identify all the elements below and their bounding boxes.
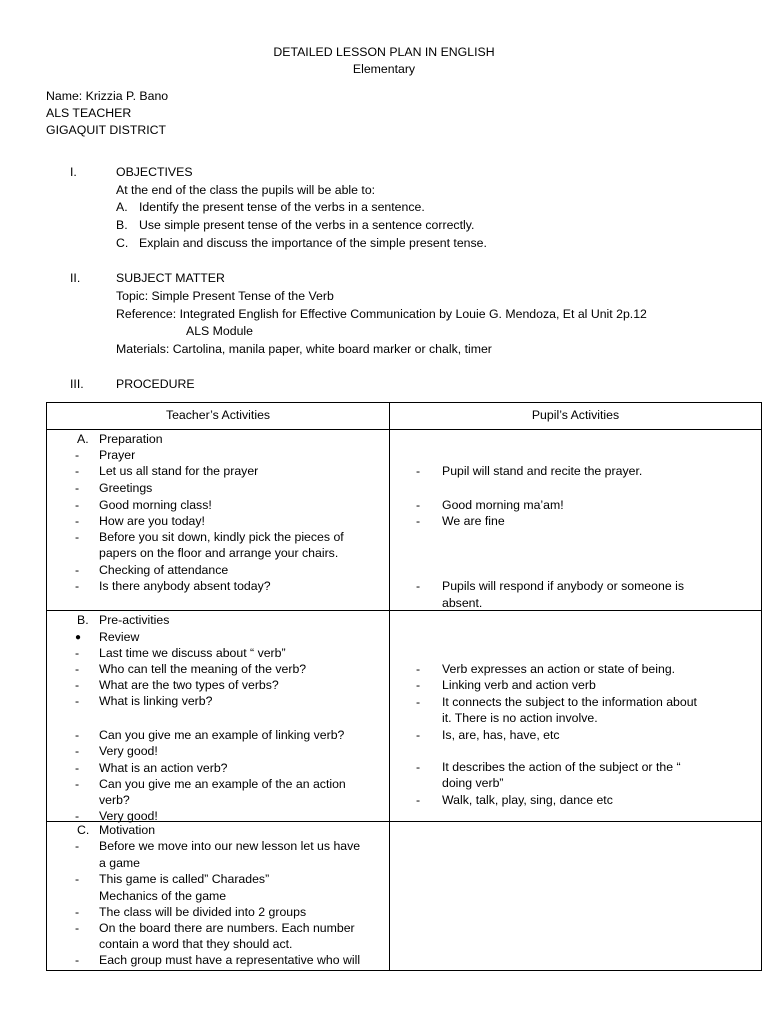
- bullet: -: [75, 728, 80, 742]
- bullet: -: [75, 563, 80, 577]
- pupil-line: Verb expresses an action or state of being.: [442, 662, 676, 676]
- bullet: -: [75, 662, 80, 676]
- subject-reference: Reference: Integrated English for Effective Communication by Louie G. Mendoza, Et al Unit 2p.12: [116, 307, 647, 321]
- pupil-line: Pupil will stand and recite the prayer.: [442, 464, 643, 478]
- teacher-line: Each group must have a representative who will: [99, 953, 361, 967]
- bullet: -: [416, 662, 421, 676]
- teacher-line: papers on the floor and arrange your chairs.: [99, 546, 339, 560]
- bullet: -: [416, 760, 421, 774]
- procedure-table: [46, 402, 762, 971]
- bullet: -: [416, 464, 421, 478]
- bullet: -: [75, 809, 80, 823]
- teacher-line: The class will be divided into 2 groups: [99, 905, 307, 919]
- bullet: -: [416, 728, 421, 742]
- bullet: -: [75, 839, 80, 853]
- bullet: -: [416, 514, 421, 528]
- pupil-line: Pupils will respond if anybody or someone is: [442, 579, 684, 593]
- section-heading: Pre-activities: [99, 613, 170, 627]
- objective-letter: B.: [116, 218, 128, 232]
- bullet: -: [75, 448, 80, 462]
- objectives-numeral: I.: [70, 165, 77, 179]
- bullet: -: [75, 777, 80, 791]
- teacher-line: Good morning class!: [99, 498, 212, 512]
- pupil-cell-motivation: [390, 822, 762, 971]
- bullet-dot: ●: [75, 632, 82, 643]
- bullet: -: [75, 481, 80, 495]
- teacher-cell-motivation: [47, 822, 390, 971]
- pupil-line: It connects the subject to the information about: [442, 695, 697, 709]
- teacher-line: How are you today!: [99, 514, 205, 528]
- teacher-line: This game is called” Charades”: [99, 872, 270, 886]
- bullet: -: [75, 530, 80, 544]
- section-heading: Preparation: [99, 432, 163, 446]
- bullet: -: [75, 579, 80, 593]
- teacher-line: verb?: [99, 793, 130, 807]
- objective-text: Identify the present tense of the verbs in a sentence.: [139, 200, 425, 214]
- objective-letter: A.: [116, 200, 128, 214]
- section-letter: A.: [77, 432, 89, 446]
- bullet: -: [416, 695, 421, 709]
- teacher-line: Before we move into our new lesson let us have: [99, 839, 361, 853]
- bullet: -: [416, 498, 421, 512]
- section-letter: B.: [77, 613, 89, 627]
- subject-materials: Materials: Cartolina, manila paper, white board marker or chalk, timer: [116, 342, 492, 356]
- pupil-line: We are fine: [442, 514, 505, 528]
- bullet: -: [75, 678, 80, 692]
- teacher-cell-preparation: [47, 430, 390, 611]
- teacher-line: Before you sit down, kindly pick the pieces of: [99, 530, 344, 544]
- teacher-line: Can you give me an example of linking verb?: [99, 728, 345, 742]
- bullet: -: [75, 761, 80, 775]
- bullet: -: [75, 953, 80, 967]
- procedure-numeral: III.: [70, 377, 84, 391]
- teacher-line: Can you give me an example of the an action: [99, 777, 346, 791]
- objective-text: Use simple present tense of the verbs in a sentence correctly.: [139, 218, 475, 232]
- teacher-line: Let us all stand for the prayer: [99, 464, 259, 478]
- teacher-line: a game: [99, 856, 141, 870]
- bullet: -: [75, 905, 80, 919]
- bullet: -: [75, 872, 80, 886]
- teacher-column-header: Teacher’s Activities: [47, 403, 390, 430]
- teacher-line: Very good!: [99, 809, 158, 823]
- pupil-cell-pre-activities: [390, 611, 762, 822]
- teacher-district: GIGAQUIT DISTRICT: [46, 123, 167, 137]
- pupil-cell-preparation: [390, 430, 762, 611]
- teacher-cell-pre-activities: [47, 611, 390, 822]
- objectives-intro: At the end of the class the pupils will be able to:: [116, 183, 376, 197]
- teacher-line: What are the two types of verbs?: [99, 678, 279, 692]
- bullet: -: [75, 514, 80, 528]
- objective-text: Explain and discuss the importance of the simple present tense.: [139, 236, 487, 250]
- section-letter: C.: [77, 823, 90, 837]
- teacher-line: Very good!: [99, 744, 158, 758]
- pupil-line: Walk, talk, play, sing, dance etc: [442, 793, 613, 807]
- procedure-title: PROCEDURE: [116, 377, 195, 391]
- teacher-line: What is an action verb?: [99, 761, 228, 775]
- teacher-line: contain a word that they should act.: [99, 937, 293, 951]
- teacher-line: Checking of attendance: [99, 563, 229, 577]
- teacher-line: Review: [99, 630, 140, 644]
- pupil-line: Linking verb and action verb: [442, 678, 596, 692]
- pupil-column-header: Pupil’s Activities: [390, 403, 762, 430]
- teacher-name: Name: Krizzia P. Bano: [46, 89, 169, 103]
- subject-topic: Topic: Simple Present Tense of the Verb: [116, 289, 334, 303]
- bullet: -: [75, 694, 80, 708]
- teacher-line: Is there anybody absent today?: [99, 579, 271, 593]
- bullet: -: [416, 793, 421, 807]
- section-heading: Motivation: [99, 823, 156, 837]
- pupil-line: It describes the action of the subject or the “: [442, 760, 681, 774]
- teacher-position: ALS TEACHER: [46, 106, 132, 120]
- teacher-line: Greetings: [99, 481, 153, 495]
- bullet: -: [75, 498, 80, 512]
- subject-reference-cont: ALS Module: [186, 324, 253, 338]
- bullet: -: [416, 678, 421, 692]
- objectives-title: OBJECTIVES: [116, 165, 193, 179]
- pupil-line: Is, are, has, have, etc: [442, 728, 560, 742]
- pupil-line: Good morning ma’am!: [442, 498, 564, 512]
- teacher-line: On the board there are numbers. Each number: [99, 921, 355, 935]
- document-title: DETAILED LESSON PLAN IN ENGLISH: [273, 45, 495, 59]
- bullet: -: [75, 464, 80, 478]
- bullet: -: [75, 744, 80, 758]
- teacher-line: Who can tell the meaning of the verb?: [99, 662, 307, 676]
- teacher-line: Last time we discuss about “ verb”: [99, 646, 286, 660]
- teacher-line: Mechanics of the game: [99, 889, 227, 903]
- teacher-line: What is linking verb?: [99, 694, 213, 708]
- subject-matter-numeral: II.: [70, 271, 81, 285]
- pupil-line: absent.: [442, 596, 483, 610]
- bullet: -: [75, 921, 80, 935]
- pupil-line: it. There is no action involve.: [442, 711, 598, 725]
- teacher-line: Prayer: [99, 448, 136, 462]
- bullet: -: [416, 579, 421, 593]
- pupil-line: doing verb”: [442, 776, 504, 790]
- document-subtitle: Elementary: [352, 62, 416, 76]
- objective-letter: C.: [116, 236, 129, 250]
- subject-matter-title: SUBJECT MATTER: [116, 271, 225, 285]
- bullet: -: [75, 646, 80, 660]
